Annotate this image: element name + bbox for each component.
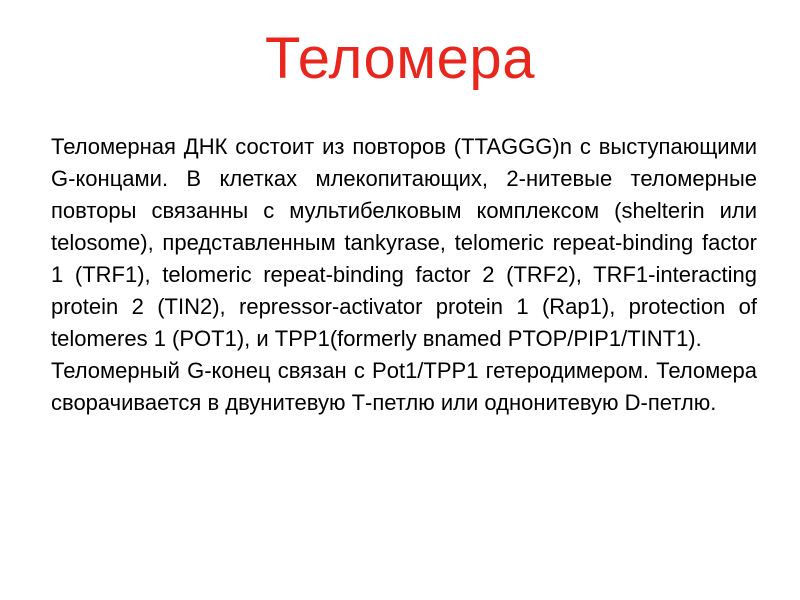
slide-body: [51, 131, 757, 419]
paragraph-g-end: Теломерный G-конец связан с Pot1/TPP1 гетеродимером. Теломера сворачивается в двунитевую Т-петлю или однонитевую D-петлю.: [51, 358, 757, 415]
slide-title: Теломера: [265, 26, 535, 91]
paragraph-telomere-dna: Теломерная ДНК состоит из повторов (TTAGGG)n с выступающими G-концами. В клетках млекопитающих, 2-нитевые теломерные повторы связанны с мультибелковым комплексом (shelterin или telosome), представленным tankyrase, telomeric repeat-binding factor 1 (TRF1), telomeric repeat-binding factor 2 (TRF2), TRF1-interacting protein 2 (TIN2), repressor-activator protein 1 (Rap1), protection of telomeres 1 (POT1), и TPP1(formerly вnamed PTOP/PIP1/TINT1).: [51, 134, 757, 351]
